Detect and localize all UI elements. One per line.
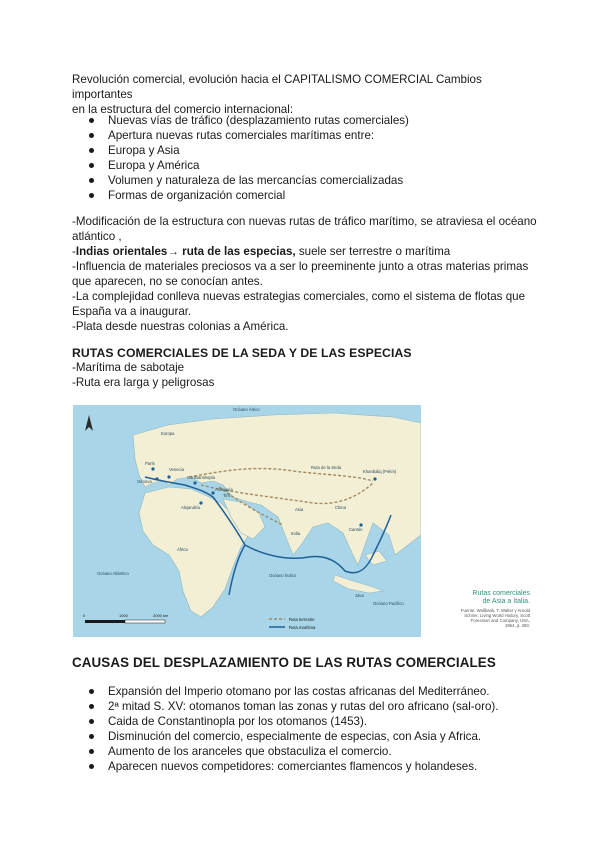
note-1a: -Modificación de la estructura con nuevas rutas de tráfico marítimo, se atraviesa el océano <box>72 215 537 228</box>
caption-source <box>426 608 530 628</box>
trade-routes-map <box>73 405 421 637</box>
label-constantinople: Constantinopla <box>187 475 215 480</box>
caption-title-2: de Asia a Italia. <box>482 598 530 605</box>
list-item: 2ª mitad S. XV: otomanos toman las zonas y rutas del oro africano (sal-oro). <box>72 699 542 714</box>
list-item: Nuevas vías de tráfico (desplazamiento rutas comerciales) <box>72 113 542 128</box>
section-heading-routes: RUTAS COMERCIALES DE LA SEDA Y DE LAS ESPECIAS <box>72 346 412 360</box>
note-4a: -La complejidad conlleva nuevas estrategias comerciales, como el sistema de flotas que <box>72 290 526 303</box>
scale-label-1: 1000 <box>119 613 128 618</box>
label-venice: Venecia <box>169 467 184 472</box>
note-2-bold: Indias orientales→ ruta de las especias, <box>75 245 296 258</box>
list-item: Europa y América <box>72 158 542 173</box>
note-2-rest: suele ser terrestre o marítima <box>295 245 451 258</box>
label-alexandria: Alejandría <box>181 505 200 510</box>
label-africa: África <box>177 547 188 552</box>
legend-sea-label: Ruta marítima <box>289 625 316 630</box>
note-5: -Plata desde nuestras colonias a América. <box>72 320 289 333</box>
note-2 <box>72 244 542 259</box>
label-india: India <box>291 531 301 536</box>
label-europe: Europa <box>161 431 175 436</box>
city-venice <box>167 475 170 478</box>
caption-source-3: Foresman and Company, USA, <box>470 618 530 623</box>
label-java: Java <box>355 593 364 598</box>
list-item: Disminución del comercio, especialmente de especias, con Asia y Africa. <box>72 729 542 744</box>
changes-list <box>72 113 542 203</box>
city-paris <box>151 467 154 470</box>
city-alexandria <box>199 501 202 504</box>
label-china: China <box>335 505 346 510</box>
note-4b: España va a inaugurar. <box>72 305 192 318</box>
caption-source-4: 1964, p. 283. <box>504 623 530 628</box>
intro-paragraph <box>72 72 542 117</box>
city-constantinople <box>193 481 196 484</box>
city-cathay <box>373 477 376 480</box>
label-asia: Asia <box>295 507 304 512</box>
label-genoa: Génova <box>137 479 152 484</box>
caption-source-2: Schrier, Living World History, Scott <box>464 613 530 618</box>
list-item: Europa y Asia <box>72 143 542 158</box>
label-canton: Cantón <box>349 527 363 532</box>
label-cathay: Khanbaliq (Pekín) <box>363 469 397 474</box>
label-antioch: Antioquía <box>215 487 233 492</box>
map-caption <box>426 590 530 628</box>
label-silk-road: Ruta de la Seda <box>311 465 342 470</box>
label-paris: París <box>145 461 155 466</box>
city-genoa <box>155 477 158 480</box>
caption-title-1: Rutas comerciales <box>472 590 530 597</box>
note-1b: atlántico , <box>72 230 122 243</box>
scale-label-2: 2000 km <box>153 613 169 618</box>
label-tiro: Tiro <box>223 493 231 498</box>
label-atlantic: Océano Atlántico <box>97 571 129 576</box>
intro-line-2: en la estructura del comercio internacional: <box>72 103 294 116</box>
caption-source-1: Fuente: Wallbank, T. Walter y Arnold <box>460 608 530 613</box>
section1-line-1: -Marítima de sabotaje <box>72 361 185 374</box>
note-3b: que aparecen, no se conocían antes. <box>72 275 263 288</box>
label-pacific: Océano Pacífico <box>373 601 404 606</box>
note-2-prefix: - <box>72 245 76 258</box>
intro-line-1: Revolución comercial, evolución hacia el CAPITALISMO COMERCIAL Cambios importantes <box>72 73 482 101</box>
label-arctic: Océano Ártico <box>233 407 260 412</box>
note-3a: -Influencia de materiales preciosos va a ser lo preeminente junto a otras materias primas <box>72 260 529 273</box>
legend-land-label: Ruta terrestre <box>289 617 315 622</box>
label-indian-ocean: Océano Índico <box>269 573 297 578</box>
section1-text <box>72 360 542 390</box>
section1-line-2: -Ruta era larga y peligrosas <box>72 376 215 389</box>
scale-label-0: 0 <box>83 613 86 618</box>
section-heading-causes: CAUSAS DEL DESPLAZAMIENTO DE LAS RUTAS COMERCIALES <box>72 655 496 670</box>
list-item: Expansión del Imperio otomano por las costas africanas del Mediterráneo. <box>72 684 542 699</box>
list-item: Apertura nuevas rutas comerciales marítimas entre: <box>72 128 542 143</box>
list-item: Aumento de los aranceles que obstaculiza el comercio. <box>72 744 542 759</box>
causes-list <box>72 684 542 774</box>
list-item: Caida de Constantinopla por los otomanos (1453). <box>72 714 542 729</box>
list-item: Volumen y naturaleza de las mercancías comercializadas <box>72 173 542 188</box>
list-item: Formas de organización comercial <box>72 188 542 203</box>
notes-block <box>72 214 542 334</box>
list-item: Aparecen nuevos competidores: comerciantes flamencos y holandeses. <box>72 759 542 774</box>
